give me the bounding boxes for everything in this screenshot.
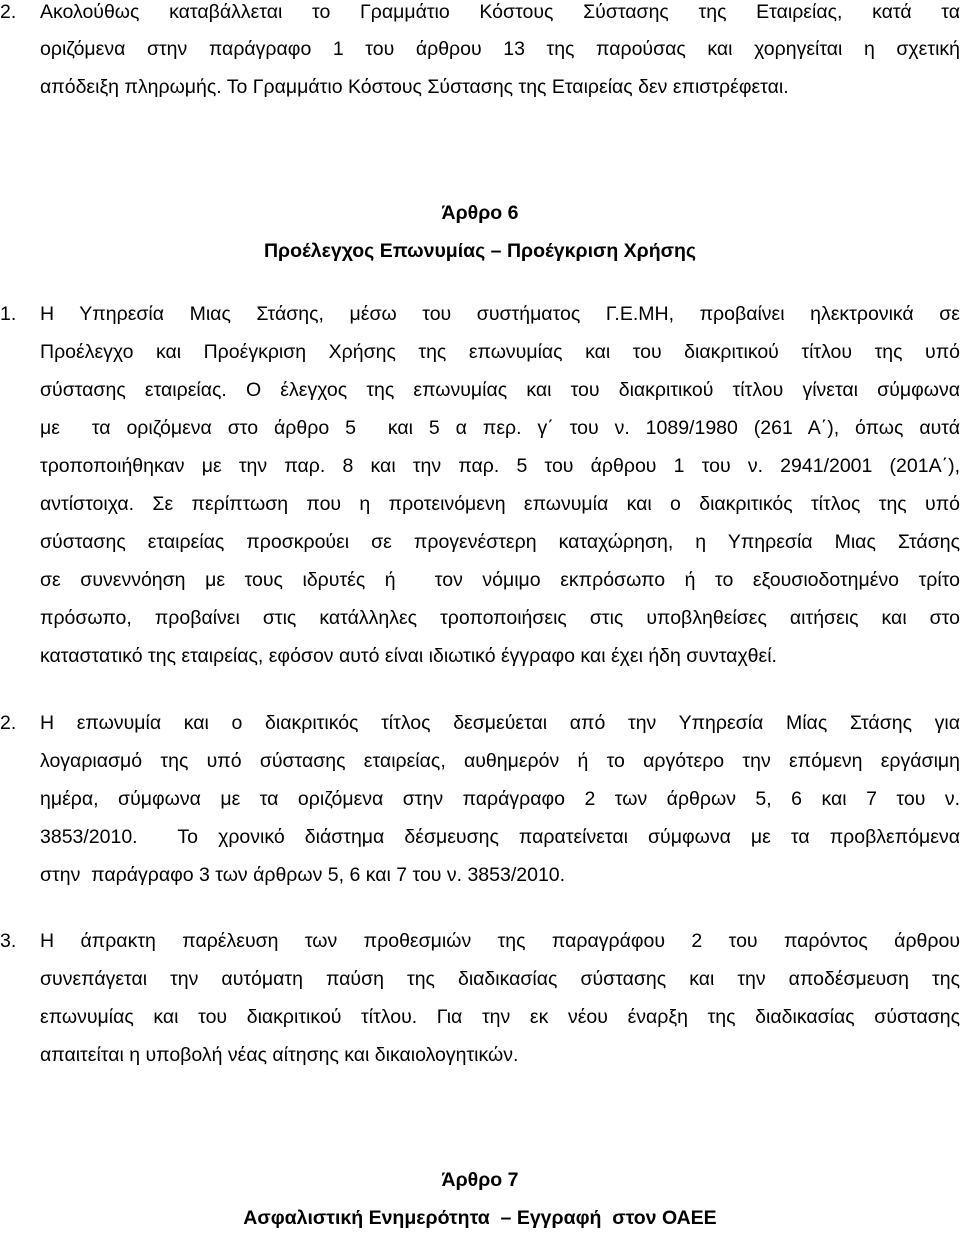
item-number: 2. <box>0 712 17 734</box>
text-line: λογαριασμό της υπό σύστασης εταιρείας, αυθημερόν ή το αργότερο την επόμενη εργάσιμη <box>40 750 960 772</box>
text-line: Η Υπηρεσία Μιας Στάσης, μέσω του συστήματος Γ.Ε.ΜΗ, προβαίνει ηλεκτρονικά σε <box>40 303 960 325</box>
article-subheading: Ασφαλιστική Ενημερότητα – Εγγραφή στον ΟΑΕΕ <box>243 1207 717 1229</box>
text-line: 3853/2010. Το χρονικό διάστημα δέσμευσης παρατείνεται σύμφωνα με τα προβλεπόμενα <box>40 826 960 848</box>
text-line: απαιτείται η υποβολή νέας αίτησης και δικαιολογητικών. <box>40 1044 519 1066</box>
article-heading: Άρθρο 6 <box>441 202 519 224</box>
text-line: επωνυμίας και του διακριτικού τίτλου. Για την εκ νέου έναρξη της διαδικασίας σύστασης <box>40 1006 960 1028</box>
article-subheading: Προέλεγχος Επωνυμίας – Προέγκριση Χρήσης <box>263 240 697 262</box>
text-line: σε συνεννόηση με τους ιδρυτές ή τον νόμιμο εκπρόσωπο ή το εξουσιοδοτημένο τρίτο <box>40 569 960 591</box>
text-line: πρόσωπο, προβαίνει στις κατάλληλες τροποποιήσεις στις υποβληθείσες αιτήσεις και στο <box>40 607 960 629</box>
text-line: απόδειξη πληρωμής. Το Γραμμάτιο Κόστους Σύστασης της Εταιρείας δεν επιστρέφεται. <box>40 76 789 98</box>
text-line: Προέλεγχο και Προέγκριση Χρήσης της επωνυμίας και του διακριτικού τίτλου της υπό <box>40 341 960 363</box>
text-line: καταστατικό της εταιρείας, εφόσον αυτό είναι ιδιωτικό έγγραφο και έχει ήδη συνταχθεί. <box>40 645 777 667</box>
text-line: με τα οριζόμενα στο άρθρο 5 και 5 α περ. γ΄ του ν. 1089/1980 (261 Α΄), όπως αυτά <box>40 417 960 439</box>
item-number: 1. <box>0 303 17 325</box>
item-number: 3. <box>0 930 17 952</box>
text-line: τροποποιήθηκαν με την παρ. 8 και την παρ. 5 του άρθρου 1 του ν. 2941/2001 (201Α΄), <box>40 455 960 477</box>
text-line: σύστασης εταιρείας. Ο έλεγχος της επωνυμίας και του διακριτικού τίτλου γίνεται σύμφωνα <box>40 379 960 401</box>
text-line: οριζόμενα στην παράγραφο 1 του άρθρου 13 της παρούσας και χορηγείται η σχετική <box>40 38 960 60</box>
item-number: 2. <box>0 1 17 23</box>
text-line: στην παράγραφο 3 των άρθρων 5, 6 και 7 του ν. 3853/2010. <box>40 864 566 886</box>
text-line: ημέρα, σύμφωνα με τα οριζόμενα στην παράγραφο 2 των άρθρων 5, 6 και 7 του ν. <box>40 788 960 810</box>
text-line: Η άπρακτη παρέλευση των προθεσμιών της παραγράφου 2 του παρόντος άρθρου <box>40 930 960 952</box>
article-heading: Άρθρο 7 <box>441 1169 519 1191</box>
text-line: συνεπάγεται την αυτόματη παύση της διαδικασίας σύστασης και την αποδέσμευση της <box>40 968 960 990</box>
text-line: σύστασης εταιρείας προσκρούει σε προγενέστερη καταχώρηση, η Υπηρεσία Μιας Στάσης <box>40 531 960 553</box>
text-line: αντίστοιχα. Σε περίπτωση που η προτεινόμενη επωνυμία και ο διακριτικός τίτλος της υπό <box>40 493 960 515</box>
text-line: Ακολούθως καταβάλλεται το Γραμμάτιο Κόστους Σύστασης της Εταιρείας, κατά τα <box>40 1 960 23</box>
text-line: Η επωνυμία και ο διακριτικός τίτλος δεσμεύεται από την Υπηρεσία Μίας Στάσης για <box>40 712 960 734</box>
